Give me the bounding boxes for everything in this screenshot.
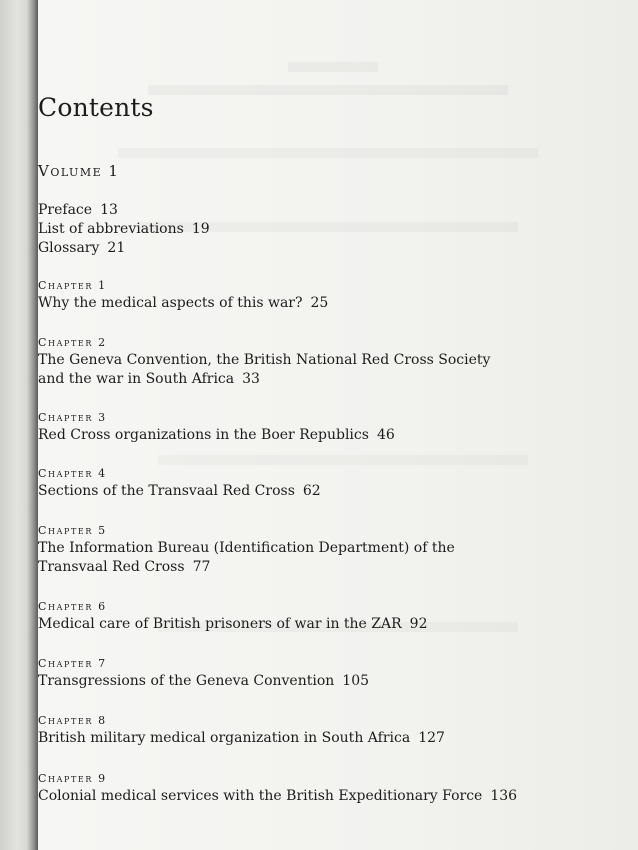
chapter-label: Chapter 1 [38,279,107,292]
chapter-title: British military medical organization in South Africa 127 [38,730,445,746]
chapter-title: The Information Bureau (Identification Department) of the Transvaal Red Cross 77 [38,540,455,575]
front-matter-glossary: Glossary 21 [38,240,126,256]
book-spine-shadow [0,0,38,850]
front-matter-preface: Preface 13 [38,202,118,218]
chapter-label: Chapter 8 [38,714,107,727]
chapter-title: Sections of the Transvaal Red Cross 62 [38,483,321,499]
chapter-label: Chapter 6 [38,600,107,613]
chapter-title: Why the medical aspects of this war? 25 [38,295,329,311]
chapter-label: Chapter 7 [38,657,107,670]
chapter-title: Colonial medical services with the British Expeditionary Force 136 [38,788,518,804]
chapter-label: Chapter 2 [38,336,107,349]
page-title: Contents [38,93,154,122]
volume-heading: Volume 1 [38,162,120,180]
chapter-title: Medical care of British prisoners of war in the ZAR 92 [38,616,428,632]
chapter-label: Chapter 9 [38,772,107,785]
chapter-title: The Geneva Convention, the British National Red Cross Society and the war in South Africa 33 [38,352,491,387]
contents-page [38,0,638,850]
show-through [118,148,538,158]
front-matter-abbreviations: List of abbreviations 19 [38,221,210,237]
chapter-label: Chapter 5 [38,524,107,537]
chapter-title: Transgressions of the Geneva Convention 105 [38,673,370,689]
chapter-label: Chapter 3 [38,411,107,424]
show-through [288,62,378,72]
show-through [158,455,528,465]
chapter-label: Chapter 4 [38,467,107,480]
chapter-title: Red Cross organizations in the Boer Republics 46 [38,427,395,443]
